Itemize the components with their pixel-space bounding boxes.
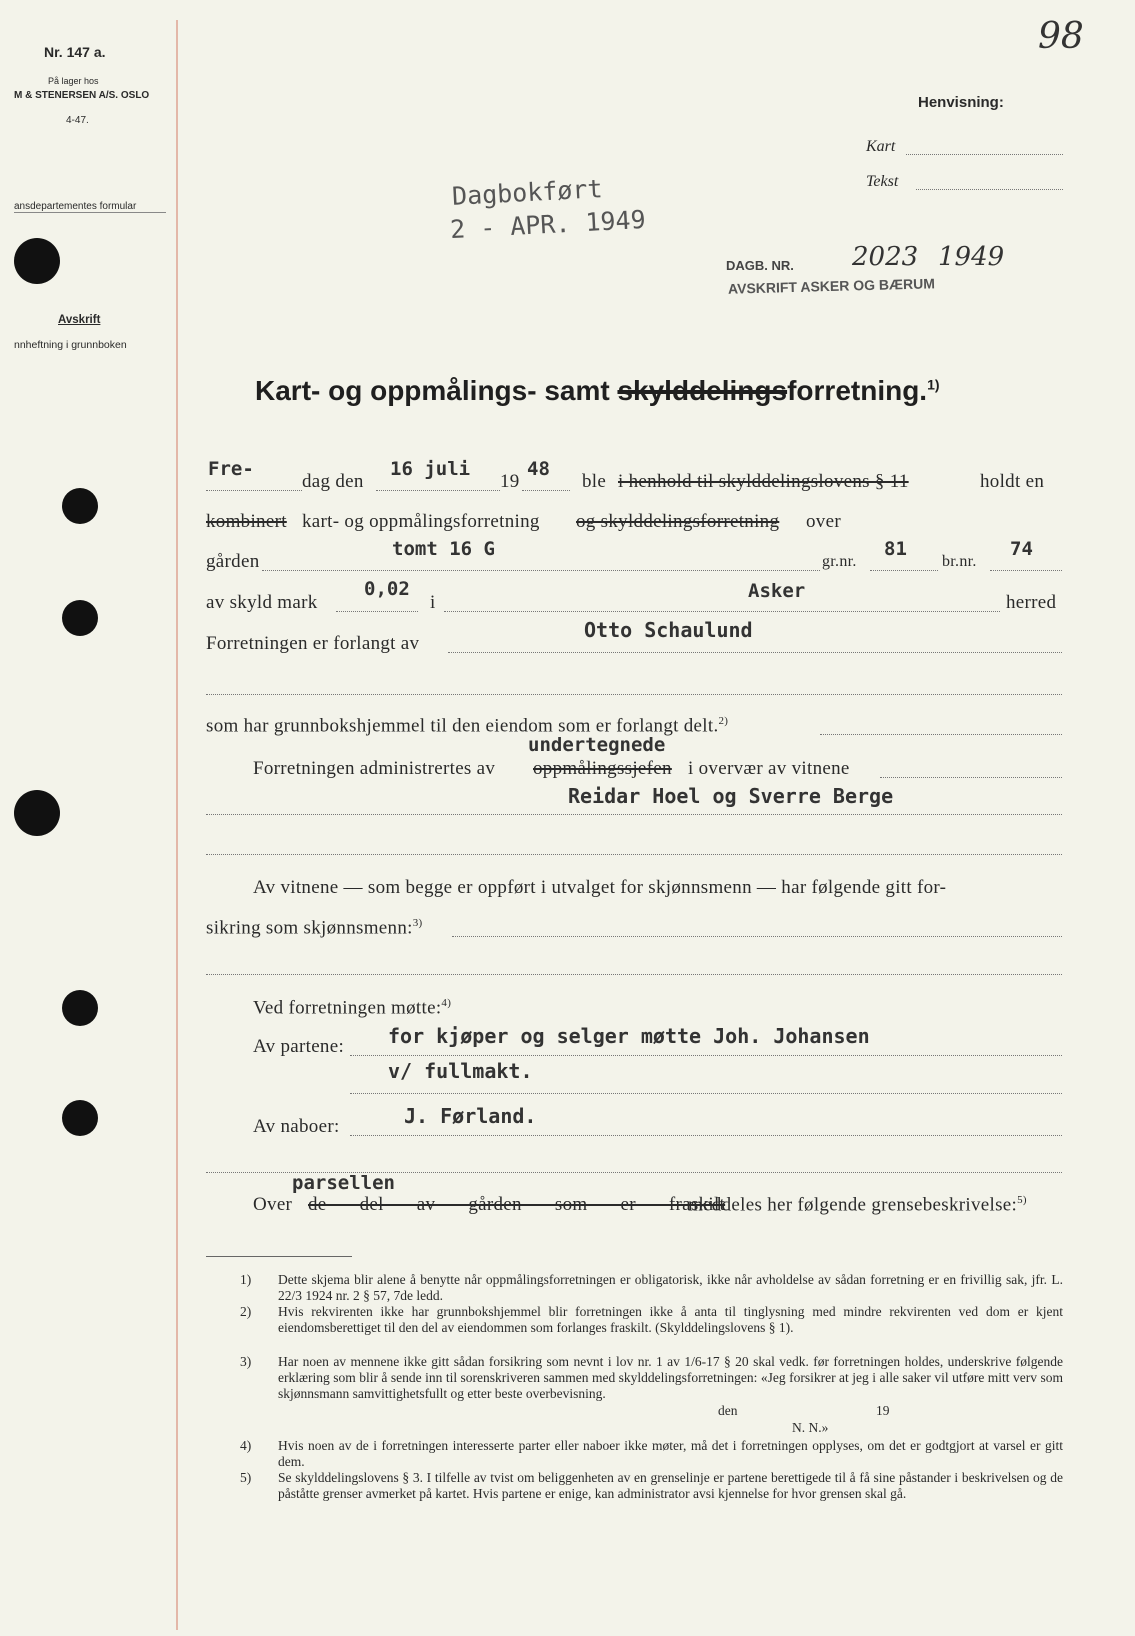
footnote-number: 5) [240, 1470, 252, 1485]
over-rest [688, 1194, 1027, 1216]
diary-stamp: Dagbokført [451, 174, 604, 211]
dotted-line [870, 570, 938, 571]
dotted-line [350, 1055, 1062, 1056]
document-title [255, 375, 940, 407]
century-label: 19 [500, 471, 520, 492]
dotted-line [206, 694, 1062, 695]
dotted-line [350, 1135, 1062, 1136]
copy-subtitle: nnheftning i grunnboken [14, 339, 127, 351]
title-part: forretning. [787, 375, 928, 406]
margin-rule [176, 20, 178, 1630]
over-rest-text: meddeles her følgende grensebeskrivelse: [688, 1194, 1018, 1216]
text-label: Tekst [866, 173, 899, 190]
footnote-number: 4) [240, 1438, 252, 1453]
dotted-line [206, 490, 302, 491]
binder-hole [62, 990, 98, 1026]
date-value: 16 juli [390, 458, 471, 480]
text-field [916, 189, 1063, 190]
form-date-code: 4-47. [66, 115, 89, 126]
court-stamp: AVSKRIFT ASKER OG BÆRUM [727, 275, 936, 297]
dotted-line [820, 734, 1062, 735]
dotted-line [376, 490, 500, 491]
year-value: 48 [527, 458, 550, 480]
herred-label: herred [1006, 592, 1057, 613]
over-label: over [806, 511, 841, 532]
footnote-ref: 1) [927, 376, 940, 393]
admin-rest: i overvær av vitnene [688, 758, 850, 779]
journal-label: DAGB. NR. [726, 258, 794, 273]
footnote-ref: 2) [718, 715, 729, 727]
dotted-line [206, 814, 1062, 815]
dotted-line [206, 974, 1062, 975]
publisher-line: M & STENERSEN A/S. OSLO [14, 90, 150, 101]
journal-year: 1949 [938, 242, 1005, 272]
grnr-value: 81 [884, 538, 907, 560]
dotted-line [448, 652, 1062, 653]
garden-label: gården [206, 551, 260, 572]
admin-label: Forretningen administrertes av [253, 758, 496, 779]
i-label: i [430, 592, 436, 613]
binder-hole [14, 238, 60, 284]
publisher-line: På lager hos [48, 76, 99, 86]
vitnene-line [206, 917, 422, 939]
title-struck: skylddelings [617, 375, 788, 406]
map-label: Kart [866, 138, 896, 155]
footnote-text: Dette skjema blir alene å benytte når oppmålingsforretningen er obligatorisk, ikke når avholdelse av sådan forretning er en frivillig sak, jfr. L. 22/3 1924 nr. 2 § 57, 7de ledd. [278, 1272, 1063, 1303]
over-label: Over [253, 1194, 293, 1215]
binder-hole [14, 790, 60, 836]
grunnbok-text: som har grunnbokshjemmel til den eiendom som er forlangt delt. [206, 715, 719, 737]
partene-label: Av partene: [253, 1036, 345, 1057]
signature-year: 19 [876, 1403, 890, 1418]
dotted-line [350, 1093, 1062, 1094]
binder-hole [62, 600, 98, 636]
over-inserted: parsellen [292, 1172, 395, 1194]
binder-hole [62, 488, 98, 524]
partene-value: v/ fullmakt. [388, 1059, 533, 1083]
dotted-line [206, 854, 1062, 855]
footnote-text: Se skylddelingslovens § 3. I tilfelle av tvist om beliggenheten av en grenselinje er partene berettigede til å få sine påstander i beskrivelsen og de påståtte grenser avmerket på kartet. Hvis partene er enige, kan administrator avsi kjennelse for hvor grensen skal gå. [278, 1470, 1063, 1501]
struck-kombinert: kombinert [206, 511, 287, 532]
dotted-line [262, 570, 820, 571]
footnote-ref: 3) [412, 917, 423, 929]
forlangt-value: Otto Schaulund [584, 618, 753, 642]
footnote-ref: 4) [441, 997, 452, 1009]
footnote-number: 3) [240, 1354, 252, 1369]
skyld-label: av skyld mark [206, 592, 318, 613]
dag-den-label: dag den [302, 471, 364, 492]
brnr-value: 74 [1010, 538, 1033, 560]
dotted-line [452, 936, 1062, 937]
title-part: Kart- og oppmålings- samt [255, 375, 618, 406]
map-field [906, 154, 1063, 155]
form-number: Nr. 147 a. [44, 44, 106, 60]
signature-den: den [718, 1403, 738, 1418]
forretning-type: kart- og oppmålingsforretning [302, 511, 540, 532]
motte-text: Ved forretningen møtte: [253, 997, 442, 1019]
grnr-label: gr.nr. [822, 553, 857, 570]
struck-clause: i henhold til skylddelingslovens § 11 [618, 471, 909, 492]
footnote-text: Hvis rekvirenten ikke har grunnbokshjemmel blir forretningen ikke å anta til tinglysning med mindre rekvirenten ved dom er kjent eiendomsberettiget til den del av eiendommen som forlanges fraskilt. (Skylddelingslovens § 1). [278, 1304, 1063, 1335]
footnote-number: 2) [240, 1304, 252, 1319]
admin-inserted: undertegnede [528, 734, 666, 756]
reference-heading: Henvisning: [918, 94, 1004, 111]
witnesses-value: Reidar Hoel og Sverre Berge [568, 784, 894, 808]
footnote-text: Har noen av mennene ikke gitt sådan forsikring som nevnt i lov nr. 1 av 1/6-17 § 20 skal vedk. før forretningen holdes, underskrive følgende erklæring som blir å sende inn til sorenskriveren sammen med skylddelingsforretningen: «Jeg forsikrer at jeg i alle saker vil utføre mitt verv som skjønnsmann samvittighetsfullt og etter beste overbevisning. [278, 1354, 1063, 1401]
forlangt-label: Forretningen er forlangt av [206, 633, 420, 654]
herred-value: Asker [748, 580, 806, 602]
copy-title: Avskrift [58, 314, 101, 326]
naboer-label: Av naboer: [253, 1116, 340, 1137]
footnote-separator [206, 1256, 352, 1257]
signature-name: N. N.» [792, 1420, 829, 1435]
journal-number: 2023 [852, 242, 919, 272]
dotted-line [522, 490, 570, 491]
naboer-value: J. Førland. [404, 1104, 537, 1128]
dotted-line [880, 777, 1062, 778]
ble-label: ble [582, 471, 607, 492]
holdt-en-label: holdt en [980, 471, 1045, 492]
dotted-line [990, 570, 1062, 571]
partene-value: for kjøper og selger møtte Joh. Johansen [388, 1024, 870, 1048]
skyld-value: 0,02 [364, 578, 410, 600]
weekday-value: Fre- [208, 458, 254, 480]
brnr-label: br.nr. [942, 553, 977, 570]
vitnene-line: Av vitnene — som begge er oppført i utvalget for skjønnsmenn — har følgende gitt for- [253, 877, 947, 898]
garden-value: tomt 16 G [392, 538, 495, 560]
footnote-number: 1) [240, 1272, 252, 1287]
page-number: 98 [1038, 16, 1084, 57]
motte-label [253, 997, 451, 1019]
admin-struck: oppmålingssjefen [533, 758, 672, 779]
over-struck: de del av gården som er fraskilt [308, 1194, 726, 1215]
binder-hole [62, 1100, 98, 1136]
struck-skyld: og skylddelingsforretning [576, 511, 780, 532]
vitnene-text: sikring som skjønnsmenn: [206, 917, 413, 939]
footnote-ref: 5) [1017, 1194, 1027, 1206]
dotted-line [444, 611, 1000, 612]
ministry-label: ansdepartementes formular [14, 201, 166, 213]
footnote-text: Hvis noen av de i forretningen interesserte parter eller naboer ikke møter, må det i forretningen opplyses, om det er godtgjort at varsel er gitt dem. [278, 1438, 1063, 1469]
diary-stamp-date: 2 - APR. 1949 [449, 204, 647, 245]
dotted-line [336, 611, 418, 612]
